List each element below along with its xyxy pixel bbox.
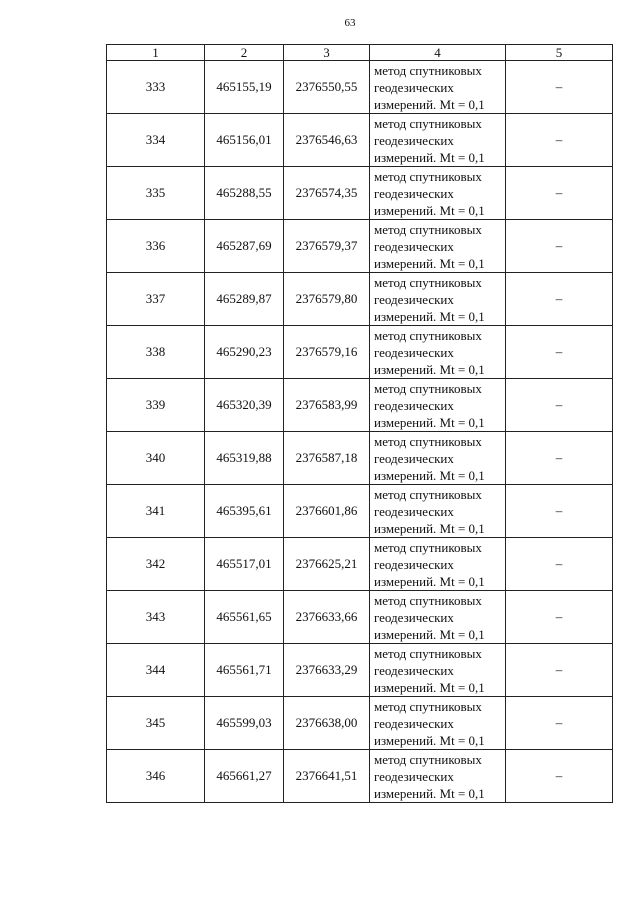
method-cell <box>370 697 506 750</box>
method-line: геодезических <box>374 238 454 254</box>
point-number-cell: 346 <box>107 750 205 803</box>
x-coordinate-cell: 465599,03 <box>205 697 284 750</box>
header-col-1: 1 <box>107 45 205 61</box>
method-cell <box>370 167 506 220</box>
method-line: измерений. Mt = 0,1 <box>374 96 485 112</box>
point-number-cell: 339 <box>107 379 205 432</box>
y-coordinate-cell: 2376601,86 <box>284 485 370 538</box>
table-body <box>107 61 613 803</box>
note-cell: – <box>506 591 613 644</box>
method-line: метод спутниковых <box>374 645 482 661</box>
x-coordinate-cell: 465156,01 <box>205 114 284 167</box>
x-coordinate-cell: 465290,23 <box>205 326 284 379</box>
point-number-cell: 345 <box>107 697 205 750</box>
table-row <box>107 273 613 326</box>
method-line: метод спутниковых <box>374 539 482 555</box>
y-coordinate-cell: 2376546,63 <box>284 114 370 167</box>
x-coordinate-cell: 465288,55 <box>205 167 284 220</box>
table-row <box>107 750 613 803</box>
method-line: геодезических <box>374 768 454 784</box>
method-line: геодезических <box>374 609 454 625</box>
table-row <box>107 538 613 591</box>
y-coordinate-cell: 2376579,37 <box>284 220 370 273</box>
x-coordinate-cell: 465561,65 <box>205 591 284 644</box>
note-cell: – <box>506 61 613 114</box>
method-line: геодезических <box>374 715 454 731</box>
table-row <box>107 114 613 167</box>
y-coordinate-cell: 2376633,29 <box>284 644 370 697</box>
point-number-cell: 340 <box>107 432 205 485</box>
table-row <box>107 591 613 644</box>
method-line: измерений. Mt = 0,1 <box>374 202 485 218</box>
table-header <box>107 45 613 61</box>
note-cell: – <box>506 114 613 167</box>
page-number: 63 <box>344 17 356 29</box>
x-coordinate-cell: 465155,19 <box>205 61 284 114</box>
method-line: метод спутниковых <box>374 221 482 237</box>
note-cell: – <box>506 326 613 379</box>
method-line: измерений. Mt = 0,1 <box>374 467 485 483</box>
method-line: метод спутниковых <box>374 592 482 608</box>
method-line: измерений. Mt = 0,1 <box>374 732 485 748</box>
method-line: измерений. Mt = 0,1 <box>374 520 485 536</box>
note-cell: – <box>506 167 613 220</box>
table-row <box>107 167 613 220</box>
point-number-cell: 338 <box>107 326 205 379</box>
method-line: измерений. Mt = 0,1 <box>374 785 485 801</box>
x-coordinate-cell: 465561,71 <box>205 644 284 697</box>
header-col-5: 5 <box>506 45 613 61</box>
method-line: измерений. Mt = 0,1 <box>374 626 485 642</box>
header-col-2: 2 <box>205 45 284 61</box>
method-line: геодезических <box>374 344 454 360</box>
method-line: геодезических <box>374 291 454 307</box>
note-cell: – <box>506 220 613 273</box>
point-number-cell: 334 <box>107 114 205 167</box>
y-coordinate-cell: 2376641,51 <box>284 750 370 803</box>
method-line: геодезических <box>374 185 454 201</box>
header-col-4: 4 <box>370 45 506 61</box>
y-coordinate-cell: 2376579,80 <box>284 273 370 326</box>
table-row <box>107 61 613 114</box>
method-cell <box>370 485 506 538</box>
method-line: метод спутниковых <box>374 433 482 449</box>
method-line: геодезических <box>374 450 454 466</box>
method-line: метод спутниковых <box>374 751 482 767</box>
method-line: геодезических <box>374 662 454 678</box>
note-cell: – <box>506 697 613 750</box>
method-cell <box>370 220 506 273</box>
point-number-cell: 344 <box>107 644 205 697</box>
method-line: метод спутниковых <box>374 168 482 184</box>
x-coordinate-cell: 465289,87 <box>205 273 284 326</box>
table-row <box>107 432 613 485</box>
note-cell: – <box>506 538 613 591</box>
method-line: геодезических <box>374 79 454 95</box>
x-coordinate-cell: 465319,88 <box>205 432 284 485</box>
method-line: измерений. Mt = 0,1 <box>374 361 485 377</box>
method-cell <box>370 432 506 485</box>
table-row <box>107 379 613 432</box>
x-coordinate-cell: 465287,69 <box>205 220 284 273</box>
method-line: измерений. Mt = 0,1 <box>374 414 485 430</box>
point-number-cell: 337 <box>107 273 205 326</box>
method-cell <box>370 326 506 379</box>
method-cell <box>370 644 506 697</box>
y-coordinate-cell: 2376579,16 <box>284 326 370 379</box>
note-cell: – <box>506 379 613 432</box>
point-number-cell: 335 <box>107 167 205 220</box>
method-cell <box>370 273 506 326</box>
header-row <box>107 45 613 61</box>
point-number-cell: 343 <box>107 591 205 644</box>
table-row <box>107 326 613 379</box>
y-coordinate-cell: 2376587,18 <box>284 432 370 485</box>
table-row <box>107 644 613 697</box>
method-line: измерений. Mt = 0,1 <box>374 573 485 589</box>
method-cell <box>370 61 506 114</box>
method-line: измерений. Mt = 0,1 <box>374 149 485 165</box>
header-col-3: 3 <box>284 45 370 61</box>
y-coordinate-cell: 2376583,99 <box>284 379 370 432</box>
x-coordinate-cell: 465661,27 <box>205 750 284 803</box>
method-cell <box>370 114 506 167</box>
point-number-cell: 342 <box>107 538 205 591</box>
table-row <box>107 485 613 538</box>
method-line: метод спутниковых <box>374 698 482 714</box>
method-cell <box>370 379 506 432</box>
method-line: измерений. Mt = 0,1 <box>374 308 485 324</box>
method-line: геодезических <box>374 556 454 572</box>
method-cell <box>370 750 506 803</box>
point-number-cell: 341 <box>107 485 205 538</box>
method-line: метод спутниковых <box>374 62 482 78</box>
method-line: геодезических <box>374 503 454 519</box>
method-line: измерений. Mt = 0,1 <box>374 255 485 271</box>
y-coordinate-cell: 2376633,66 <box>284 591 370 644</box>
x-coordinate-cell: 465395,61 <box>205 485 284 538</box>
method-line: метод спутниковых <box>374 274 482 290</box>
note-cell: – <box>506 750 613 803</box>
table-row <box>107 697 613 750</box>
point-number-cell: 336 <box>107 220 205 273</box>
method-line: метод спутниковых <box>374 486 482 502</box>
method-line: измерений. Mt = 0,1 <box>374 679 485 695</box>
note-cell: – <box>506 485 613 538</box>
coordinates-table <box>106 44 613 803</box>
method-line: геодезических <box>374 397 454 413</box>
method-line: метод спутниковых <box>374 327 482 343</box>
x-coordinate-cell: 465320,39 <box>205 379 284 432</box>
y-coordinate-cell: 2376574,35 <box>284 167 370 220</box>
y-coordinate-cell: 2376550,55 <box>284 61 370 114</box>
method-line: геодезических <box>374 132 454 148</box>
table-row <box>107 220 613 273</box>
method-line: метод спутниковых <box>374 380 482 396</box>
x-coordinate-cell: 465517,01 <box>205 538 284 591</box>
y-coordinate-cell: 2376625,21 <box>284 538 370 591</box>
method-line: метод спутниковых <box>374 115 482 131</box>
point-number-cell: 333 <box>107 61 205 114</box>
note-cell: – <box>506 432 613 485</box>
method-cell <box>370 538 506 591</box>
note-cell: – <box>506 644 613 697</box>
note-cell: – <box>506 273 613 326</box>
method-cell <box>370 591 506 644</box>
y-coordinate-cell: 2376638,00 <box>284 697 370 750</box>
